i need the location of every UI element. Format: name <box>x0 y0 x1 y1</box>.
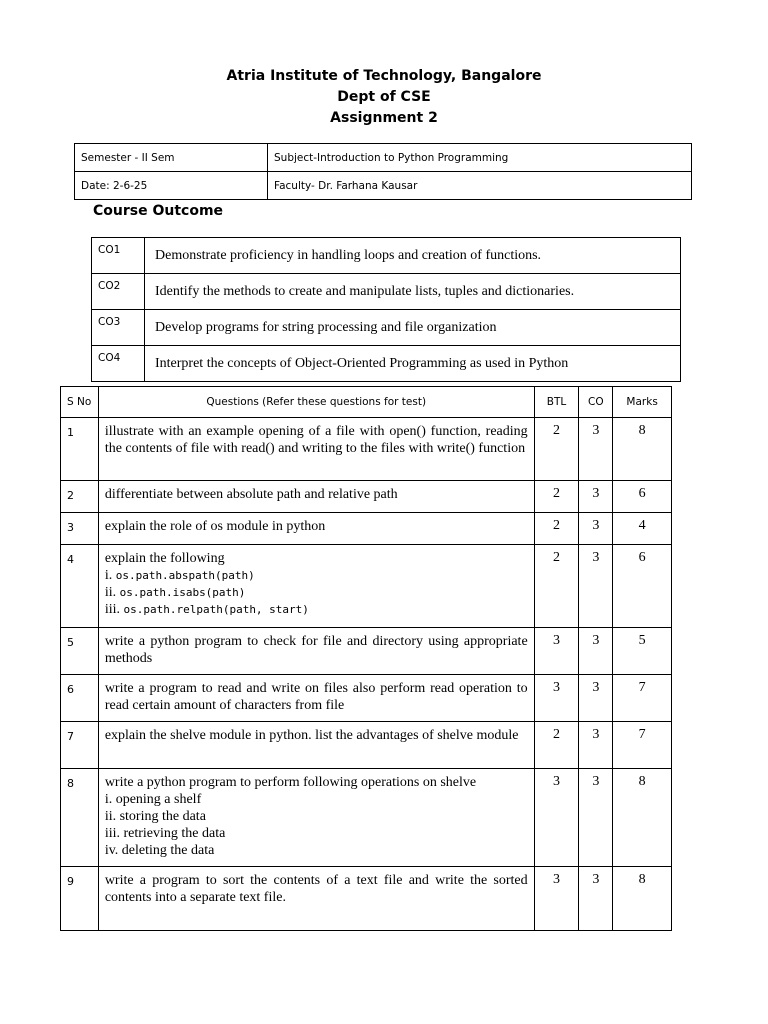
course-outcome-row <box>92 274 681 310</box>
co-code: CO1 <box>92 238 145 274</box>
question-subpart: ii. storing the data <box>104 809 206 824</box>
marks-header: Marks <box>613 387 672 418</box>
info-row <box>75 144 692 172</box>
co-value: 3 <box>579 481 613 513</box>
co-code: CO3 <box>92 310 145 346</box>
document-header <box>0 66 768 129</box>
question-text: explain the shelve module in python. list the advantages of shelve module <box>98 722 534 769</box>
question-row <box>61 481 672 513</box>
question-main-text: write a python program to perform following operations on shelve <box>104 775 477 790</box>
department-name: Dept of CSE <box>337 89 431 105</box>
faculty-cell: Faculty- Dr. Farhana Kausar <box>268 172 692 200</box>
question-text: write a python program to check for file and directory using appropriate methods <box>98 628 534 675</box>
co-description: Interpret the concepts of Object-Oriented Programming as used in Python <box>145 346 681 382</box>
question-number: 7 <box>61 722 99 769</box>
co-value: 3 <box>579 675 613 722</box>
co-value: 3 <box>579 722 613 769</box>
institute-name: Atria Institute of Technology, Bangalore <box>226 68 542 84</box>
info-row <box>75 172 692 200</box>
course-outcome-row <box>92 346 681 382</box>
question-text: differentiate between absolute path and relative path <box>98 481 534 513</box>
marks-value: 7 <box>613 675 672 722</box>
btl-value: 3 <box>534 769 579 867</box>
co-value: 3 <box>579 418 613 481</box>
question-subpart: iii. retrieving the data <box>104 826 226 841</box>
question-number: 4 <box>61 545 99 628</box>
co-value: 3 <box>579 867 613 931</box>
subpart-code: os.path.relpath(path, start) <box>123 603 309 616</box>
question-row <box>61 513 672 545</box>
btl-value: 2 <box>534 513 579 545</box>
question-subpart: i. opening a shelf <box>104 792 202 807</box>
subpart-code: os.path.abspath(path) <box>115 569 255 582</box>
co-code: CO2 <box>92 274 145 310</box>
question-number: 6 <box>61 675 99 722</box>
marks-value: 7 <box>613 722 672 769</box>
btl-value: 3 <box>534 675 579 722</box>
marks-value: 6 <box>613 481 672 513</box>
question-text <box>98 545 534 628</box>
btl-value: 2 <box>534 481 579 513</box>
marks-value: 5 <box>613 628 672 675</box>
marks-value: 8 <box>613 867 672 931</box>
course-outcome-heading: Course Outcome <box>93 203 224 219</box>
co-description: Identify the methods to create and manipulate lists, tuples and dictionaries. <box>145 274 681 310</box>
question-text: explain the role of os module in python <box>98 513 534 545</box>
course-outcome-table <box>91 237 681 382</box>
question-number: 2 <box>61 481 99 513</box>
btl-value: 3 <box>534 628 579 675</box>
question-row <box>61 867 672 931</box>
question-number: 5 <box>61 628 99 675</box>
question-subpart <box>105 601 528 618</box>
question-text: write a program to sort the contents of a text file and write the sorted contents into a separate text file. <box>98 867 534 931</box>
co-value: 3 <box>579 628 613 675</box>
co-value: 3 <box>579 545 613 628</box>
marks-value: 8 <box>613 769 672 867</box>
co-code: CO4 <box>92 346 145 382</box>
question-row <box>61 722 672 769</box>
question-subpart <box>105 584 528 601</box>
question-row <box>61 545 672 628</box>
questions-table <box>60 386 672 931</box>
question-row <box>61 675 672 722</box>
questions-header-row <box>61 387 672 418</box>
btl-value: 2 <box>534 545 579 628</box>
subpart-prefix: ii. <box>104 585 120 600</box>
question-number: 8 <box>61 769 99 867</box>
question-header: Questions (Refer these questions for test) <box>98 387 534 418</box>
btl-value: 2 <box>534 418 579 481</box>
question-number: 1 <box>61 418 99 481</box>
co-value: 3 <box>579 769 613 867</box>
question-number: 3 <box>61 513 99 545</box>
question-text: illustrate with an example opening of a file with open() function, reading the contents of file with read() and writing to the files with write() function <box>98 418 534 481</box>
subject-cell: Subject-Introduction to Python Programming <box>268 144 692 172</box>
question-number: 9 <box>61 867 99 931</box>
date-cell: Date: 2-6-25 <box>75 172 268 200</box>
subpart-prefix: iii. <box>104 602 124 617</box>
course-info-table <box>74 143 692 200</box>
co-value: 3 <box>579 513 613 545</box>
course-outcome-row <box>92 238 681 274</box>
btl-header: BTL <box>534 387 579 418</box>
question-subpart <box>105 567 528 584</box>
marks-value: 4 <box>613 513 672 545</box>
subpart-code: os.path.isabs(path) <box>119 586 246 599</box>
semester-cell: Semester - II Sem <box>75 144 268 172</box>
assignment-title: Assignment 2 <box>330 110 438 126</box>
marks-value: 6 <box>613 545 672 628</box>
co-header: CO <box>579 387 613 418</box>
course-outcome-row <box>92 310 681 346</box>
question-subpart: iv. deleting the data <box>104 843 215 858</box>
question-row <box>61 628 672 675</box>
marks-value: 8 <box>613 418 672 481</box>
question-text: write a program to read and write on files also perform read operation to read certain amount of characters from file <box>98 675 534 722</box>
question-main-text: explain the following <box>104 551 225 566</box>
sno-header: S No <box>61 387 99 418</box>
question-row <box>61 418 672 481</box>
question-row <box>61 769 672 867</box>
question-text <box>98 769 534 867</box>
btl-value: 2 <box>534 722 579 769</box>
btl-value: 3 <box>534 867 579 931</box>
co-description: Develop programs for string processing and file organization <box>145 310 681 346</box>
subpart-prefix: i. <box>104 568 116 583</box>
co-description: Demonstrate proficiency in handling loops and creation of functions. <box>145 238 681 274</box>
